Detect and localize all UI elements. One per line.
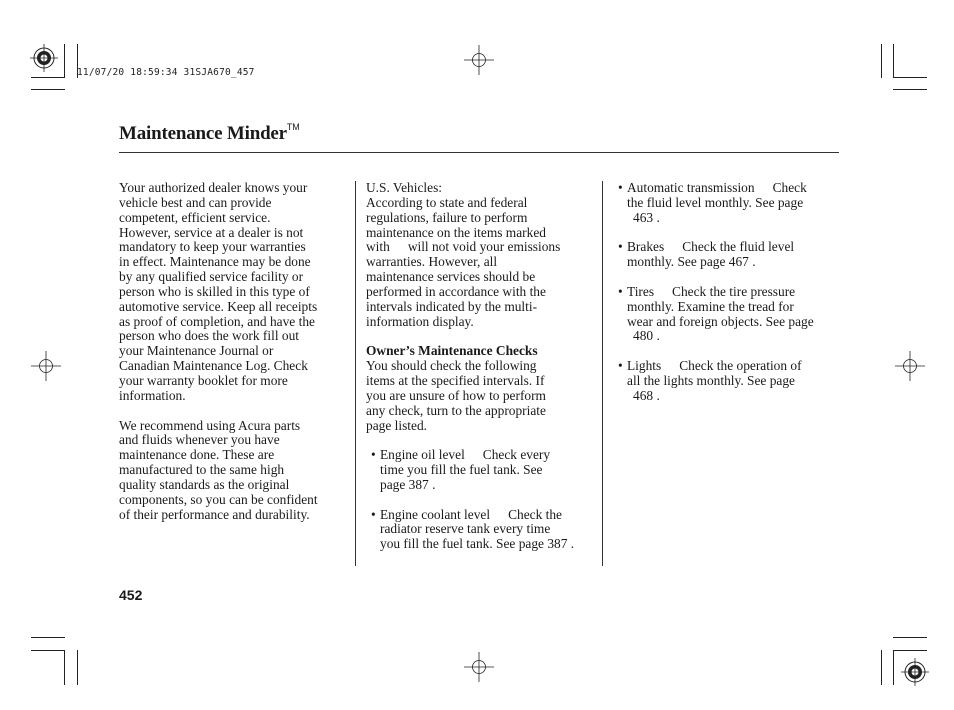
text-line: in effect. Maintenance may be done (119, 254, 311, 270)
text-line: warranties. However, all (366, 254, 498, 270)
crop-mark-line (893, 44, 894, 78)
column-2 (366, 181, 594, 552)
item-text: all the lights monthly. See page (627, 372, 795, 388)
crop-mark-line (31, 89, 65, 90)
text-line: vehicle best and can provide (119, 194, 272, 210)
crop-mark-line (64, 650, 65, 685)
text-line: and fluids whenever you have (119, 432, 280, 448)
item-text: wear and foreign objects. See page (627, 313, 814, 329)
text-line: page listed. (366, 417, 427, 433)
crop-mark-line (881, 650, 882, 685)
bullet-dot: • (618, 239, 623, 255)
punctuation: . (432, 476, 436, 492)
item-text: page (380, 476, 406, 492)
text-line: intervals indicated by the multi- (366, 298, 538, 314)
crop-mark-line (893, 650, 927, 651)
crop-mark-line (64, 44, 65, 78)
check-item-tires (616, 285, 842, 344)
item-text: Check the tire pressure (672, 283, 796, 299)
punctuation: . (656, 328, 660, 344)
text-line: mandatory to keep your warranties (119, 239, 306, 255)
crop-mark-line (893, 77, 927, 78)
text-line: person who does the work fill out (119, 328, 300, 344)
trademark-symbol: TM (286, 121, 300, 132)
registration-target-icon (29, 43, 59, 73)
text-line: components, so you can be confident (119, 491, 318, 507)
column-1 (119, 181, 351, 522)
text-line: by any qualified service facility or (119, 269, 304, 285)
item-label: Tires (627, 283, 655, 299)
text-line: maintenance done. These are (119, 447, 275, 463)
crop-mark-line (77, 650, 78, 685)
text-line: any check, turn to the appropriate (366, 402, 546, 418)
page-reference-link[interactable]: 463 (633, 209, 654, 225)
crop-mark-line (893, 89, 927, 90)
check-item-brakes (616, 240, 842, 270)
item-label: Engine oil level (380, 447, 465, 463)
text-line: competent, efficient service. (119, 209, 271, 225)
text-line: your Maintenance Journal or (119, 343, 274, 359)
page-reference-link[interactable]: 480 (633, 328, 654, 344)
bullet-dot: • (618, 283, 623, 299)
item-text: time you fill the fuel tank. See (380, 462, 543, 478)
column-divider (355, 181, 356, 566)
item-text: you fill the fuel tank. See page (380, 536, 544, 552)
registration-target-icon (900, 657, 930, 687)
crop-mark-line (31, 77, 65, 78)
text-line: Canadian Maintenance Log. Check (119, 358, 308, 374)
paragraph-dealer (119, 181, 351, 404)
text-line: regulations, failure to perform (366, 209, 528, 225)
item-label: Lights (627, 358, 662, 374)
page-reference-link[interactable]: 467 (728, 254, 749, 270)
text-line: maintenance on the items marked (366, 224, 546, 240)
page-number: 452 (119, 587, 143, 603)
paragraph-parts (119, 419, 351, 523)
crosshair-icon (31, 351, 61, 381)
text-line: of their performance and durability. (119, 506, 310, 522)
crop-mark-line (893, 637, 927, 638)
text-line: According to state and federal (366, 194, 528, 210)
bullet-dot: • (618, 358, 623, 374)
text-line: will not void your emissions (407, 239, 561, 255)
crop-mark-line (31, 637, 65, 638)
paragraph-checks-intro (366, 359, 594, 433)
item-label: Automatic transmission (627, 180, 755, 195)
page-title-text: Maintenance Minder (119, 123, 287, 144)
text-line: quality standards as the original (119, 476, 290, 492)
text-line: Your authorized dealer knows your (119, 180, 308, 195)
page-title (119, 123, 300, 145)
text-line: maintenance services should be (366, 269, 536, 285)
text-line: However, service at a dealer is not (119, 224, 304, 240)
text-line: U.S. Vehicles: (366, 180, 443, 195)
page-reference-link[interactable]: 387 (547, 536, 568, 552)
item-text: monthly. See page (627, 254, 726, 270)
crop-mark-line (31, 650, 65, 651)
item-text: monthly. Examine the tread for (627, 298, 794, 314)
item-text: Check the (508, 506, 562, 522)
section-heading (366, 344, 594, 359)
heading-text: Owner’s Maintenance Checks (366, 343, 538, 359)
bullet-dot: • (371, 506, 376, 522)
punctuation: . (656, 209, 660, 225)
check-item-engine-oil (369, 448, 594, 493)
bullet-dot: • (371, 447, 376, 463)
page-reference-link[interactable]: 387 (408, 476, 429, 492)
punctuation: . (570, 536, 575, 552)
text-line: you are unsure of how to perform (366, 387, 546, 403)
item-text: Check (772, 180, 807, 195)
item-text: radiator reserve tank every time (380, 521, 551, 537)
check-item-lights (616, 359, 842, 404)
punctuation: . (752, 254, 756, 270)
text-line: You should check the following (366, 358, 537, 374)
item-label: Brakes (627, 239, 665, 255)
text-line: information. (119, 387, 186, 403)
punctuation: . (656, 387, 660, 403)
crop-mark-line (881, 44, 882, 78)
item-text: Check the operation of (679, 358, 802, 374)
text-line: information display. (366, 313, 474, 329)
crosshair-icon (895, 351, 925, 381)
text-line: performed in accordance with the (366, 283, 546, 299)
header-rule (119, 152, 839, 153)
print-stamp: 11/07/20 18:59:34 31SJA670_457 (77, 67, 255, 78)
text-line: automotive service. Keep all receipts (119, 298, 318, 314)
text-line: items at the specified intervals. If (366, 372, 545, 388)
crosshair-icon (464, 45, 494, 75)
item-text: Check the fluid level (682, 239, 795, 255)
bullet-dot: • (618, 180, 623, 195)
item-text: the fluid level monthly. See page (627, 194, 804, 210)
text-line: manufactured to the same high (119, 462, 285, 478)
item-label: Engine coolant level (380, 506, 491, 522)
text-line: person who is skilled in this type of (119, 283, 310, 299)
text-line: We recommend using Acura parts (119, 417, 301, 433)
column-divider (602, 181, 603, 566)
crosshair-icon (464, 652, 494, 682)
paragraph-us-vehicles (366, 181, 594, 329)
crop-mark-line (893, 650, 894, 685)
check-item-engine-coolant (369, 508, 594, 553)
page-reference-link[interactable]: 468 (633, 387, 654, 403)
item-text: Check every (482, 447, 551, 463)
text-line: your warranty booklet for more (119, 372, 288, 388)
text-line: with (366, 239, 390, 255)
text-line: as proof of completion, and have the (119, 313, 315, 329)
check-item-automatic-transmission (616, 181, 842, 226)
column-3 (616, 181, 842, 404)
